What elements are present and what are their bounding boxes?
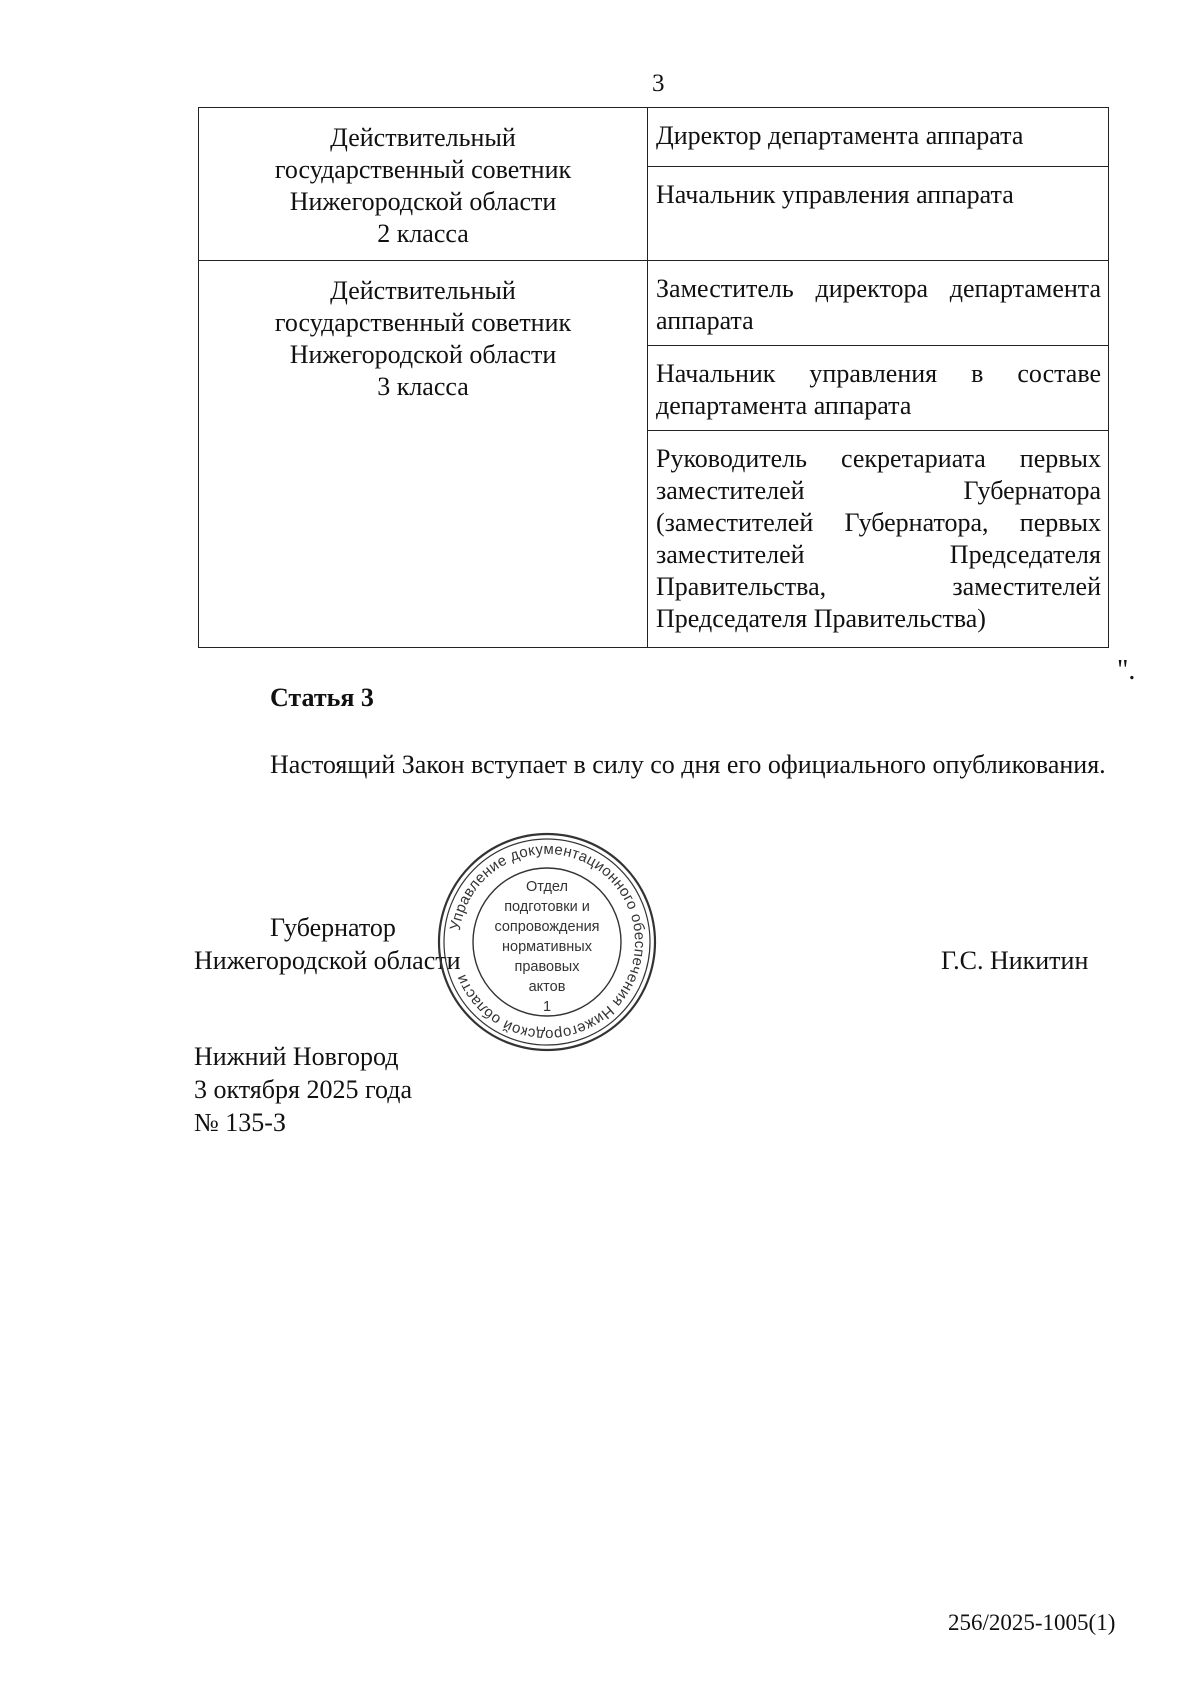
stamp-center-line: сопровождения — [494, 919, 600, 935]
position-cell: Начальник управления аппарата — [648, 166, 1109, 260]
rank-line: Действительный — [330, 276, 516, 305]
date: 3 октября 2025 года — [194, 1075, 412, 1104]
position-cell: Директор департамента аппарата — [648, 108, 1109, 167]
document-code: 256/2025-1005(1) — [948, 1610, 1116, 1635]
stamp-center-line: нормативных — [502, 939, 592, 955]
stamp-center-line: правовых — [514, 959, 580, 975]
signatory-region: Нижегородской области — [194, 946, 461, 975]
closing-quote: ". — [1117, 655, 1136, 686]
rank-line: Действительный — [330, 123, 516, 152]
grades-table — [198, 107, 1109, 648]
stamp-center-line: актов — [528, 979, 566, 995]
stamp-ring-text: Управление документационного обеспечения Нижегородской области — [446, 840, 649, 1044]
rank-cell — [199, 108, 648, 261]
stamp-seal-icon — [436, 831, 658, 1053]
table-row — [199, 108, 1109, 167]
rank-cell — [199, 261, 648, 648]
rank-line: 3 класса — [377, 372, 469, 401]
article-text: Настоящий Закон вступает в силу со дня его официального опубликования. — [270, 750, 1106, 779]
article-heading: Статья 3 — [270, 683, 374, 712]
rank-line: Нижегородской области — [289, 187, 557, 216]
page-number: 3 — [652, 70, 665, 97]
position-cell: Заместитель директора департамента аппарата — [648, 261, 1109, 346]
stamp-number: 1 — [542, 999, 552, 1015]
law-number: № 135-З — [194, 1108, 286, 1137]
table-row — [199, 261, 1109, 346]
position-cell: Начальник управления в составе департамента аппарата — [648, 346, 1109, 431]
stamp-center-line: Отдел — [526, 879, 568, 895]
signatory-title: Губернатор — [270, 913, 396, 942]
position-cell: Руководитель секретариата первых заместителей Губернатора (заместителей Губернатора, первых заместителей Председателя Правительства, заместителей Председателя Правительства) — [648, 431, 1109, 648]
place: Нижний Новгород — [194, 1042, 399, 1071]
stamp-center-line: подготовки и — [504, 899, 590, 915]
rank-line: государственный советник — [274, 155, 572, 184]
rank-line: Нижегородской области — [289, 340, 557, 369]
rank-line: 2 класса — [377, 219, 469, 248]
signatory-name: Г.С. Никитин — [941, 946, 1089, 975]
rank-line: государственный советник — [274, 308, 572, 337]
official-stamp — [436, 831, 658, 1053]
